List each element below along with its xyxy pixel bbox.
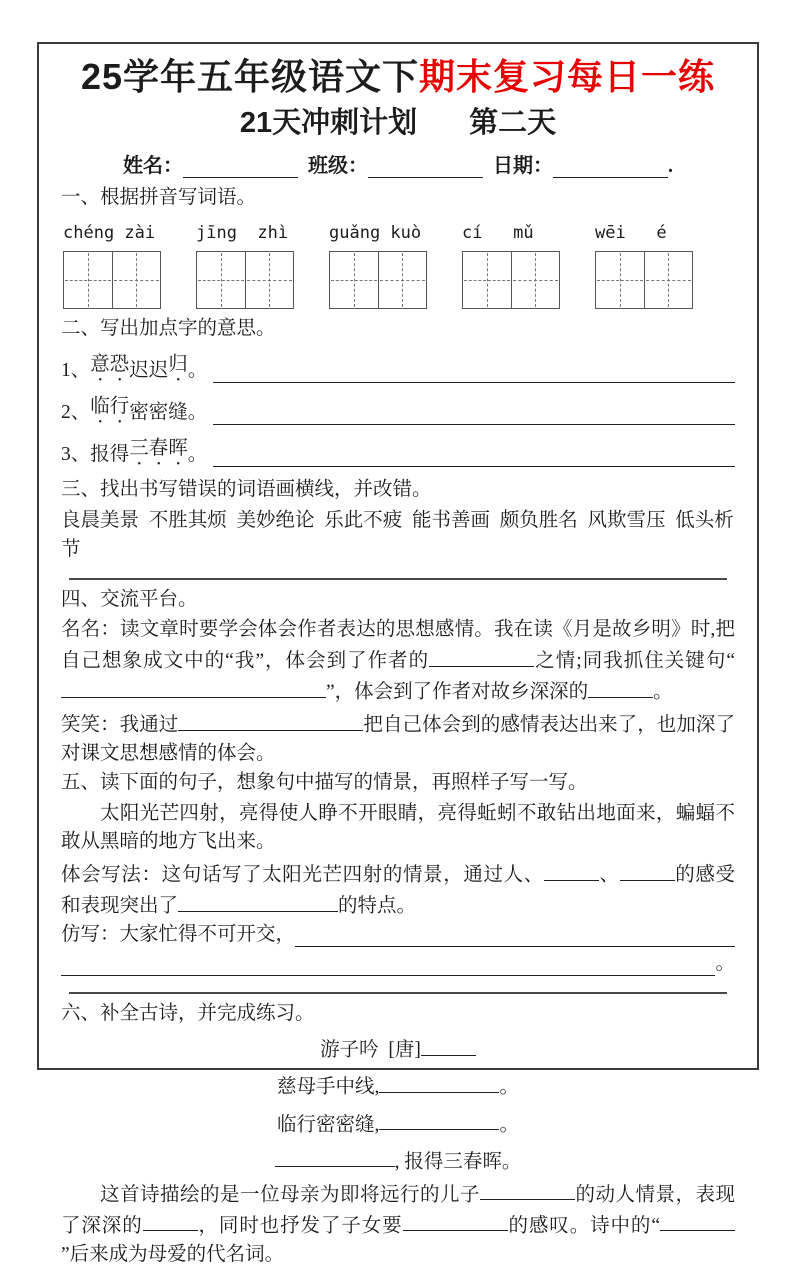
poem-text: 。 [499, 1076, 519, 1098]
poem-text: 慈母手中线, [277, 1076, 380, 1098]
pinyin-label: wēi é [595, 223, 667, 244]
answer-blank [178, 709, 363, 730]
line-period: 。 [715, 952, 735, 974]
title-black-part: 25学年五年级语文下 [80, 56, 420, 97]
tianzige-grid [329, 251, 427, 309]
imitation-continuation [61, 950, 735, 979]
section-1-heading: 一、根据拼音写词语。 [61, 187, 257, 209]
dialogue-text: 之情;同我抓住关键句“ [534, 650, 735, 672]
date-blank [553, 156, 668, 178]
worksheet-frame [37, 42, 759, 1266]
grid-cell [245, 252, 294, 308]
poem-block [61, 1034, 735, 1177]
tianzige-grid [196, 251, 294, 309]
dialogue-xiaoxiao [61, 709, 735, 769]
answer-blank [379, 1071, 499, 1092]
page-subtitle [61, 105, 735, 143]
date-field [493, 149, 673, 178]
dotted-term: 三春晖 [129, 437, 188, 459]
item-number: 2、 [61, 402, 91, 424]
pinyin-label: guǎng kuò [329, 223, 422, 244]
analysis-text: ”后来成为母爱的代名词。 [61, 1244, 285, 1266]
pinyin-label: jīng zhì [196, 223, 289, 244]
pinyin-word-group [462, 219, 562, 309]
analysis-text: 的特点。 [338, 895, 417, 917]
section-3 [61, 476, 735, 565]
dotted-term: 归 [168, 353, 188, 375]
section-1 [61, 184, 735, 309]
dialogue-text: 名名：读文章时要学会体会作者表达的思想感情。我在读《月是故乡明》时,把自己想象成文中的“我”，体会到了作者的 [61, 619, 735, 672]
answer-blank [429, 645, 534, 666]
dotted-word-item [61, 393, 735, 428]
title-red-part: 期末复习每日一练 [419, 56, 716, 97]
answer-blank [61, 954, 715, 975]
section-3-heading: 三、找出书写错误的词语画横线，并改错。 [61, 478, 432, 500]
answer-blank [178, 890, 338, 911]
analysis-text: 的感叹。诗中的“ [507, 1215, 660, 1237]
grid-cell [378, 252, 427, 308]
grid-cell [330, 252, 378, 308]
section-divider [69, 578, 727, 580]
analysis-text: 体会写法：这句话写了太阳光芒四射的情景，通过人、 [61, 864, 544, 886]
poem-dynasty: [唐] [388, 1039, 421, 1061]
poem-text: 。 [499, 1114, 519, 1135]
pinyin-label: chéng zài [63, 223, 156, 244]
dotted-word-item [61, 435, 735, 470]
poem-line [61, 1146, 735, 1177]
analysis-text: ，同时也抒发了子女要 [197, 1215, 403, 1237]
tianzige-grid [63, 251, 161, 309]
date-label: 日期： [493, 155, 553, 178]
section-4 [61, 586, 735, 769]
imitation-label: 仿写：大家忙得不可开交， [61, 924, 296, 946]
answer-blank [588, 676, 653, 697]
poem-title-line [61, 1034, 735, 1065]
subtitle-plan: 21天冲刺计划 [239, 106, 418, 139]
dialogue-text: 笑笑：我通过 [61, 714, 179, 736]
grid-cell [463, 252, 511, 308]
grid-cell [596, 252, 644, 308]
class-label: 班级： [308, 155, 368, 178]
example-sentence: 太阳光芒四射，亮得使人睁不开眼睛，亮得蚯蚓不敢钻出地面来，蝙蝠不敢从黑暗的地方飞出来。 [61, 802, 735, 853]
poem-text: , 报得三春晖。 [394, 1151, 522, 1173]
pinyin-word-group [595, 219, 695, 309]
section-2 [61, 315, 735, 470]
pinyin-word-group [196, 219, 296, 309]
section-divider [69, 992, 727, 994]
poem-title: 游子吟 [320, 1039, 379, 1061]
dialogue-text: 把自己体会到的感情表达出来了，也加深了对课文思想感情的体会。 [61, 714, 735, 765]
answer-blank [620, 859, 675, 880]
dialogue-text: 。 [653, 681, 673, 703]
dotted-term: 临行 [90, 395, 130, 417]
answer-blank [544, 859, 599, 880]
grid-cell [197, 252, 245, 308]
name-label: 姓名： [123, 155, 183, 178]
subtitle-day: 第二天 [469, 106, 557, 139]
poem-text: 临行密密缝, [277, 1114, 380, 1135]
answer-blank [213, 361, 735, 382]
section-5-heading: 五、读下面的句子，想象句中描写的情景，再照样子写一写。 [61, 772, 588, 794]
imitation-line [61, 921, 735, 950]
tianzige-grid [462, 251, 560, 309]
item-period: 。 [187, 402, 208, 424]
item-period: 。 [187, 360, 208, 382]
answer-blank [660, 1210, 735, 1231]
grid-cell [644, 252, 693, 308]
plain-term: 密密缝 [129, 402, 188, 424]
pinyin-grid-row [61, 213, 735, 309]
section-4-heading: 四、交流平台。 [61, 588, 198, 610]
dotted-term: 意恐 [90, 353, 130, 375]
answer-blank [295, 926, 735, 947]
answer-blank [61, 676, 326, 697]
section-6 [61, 1000, 735, 1270]
pinyin-word-group [63, 219, 163, 309]
answer-blank [213, 403, 735, 424]
trailing-period: . [668, 155, 673, 178]
dotted-word-item [61, 351, 735, 386]
answer-blank [143, 1210, 198, 1231]
analysis-text: 的动人情景，表现了深深的 [61, 1184, 735, 1237]
section-2-heading: 二、写出加点字的意思。 [61, 318, 276, 340]
plain-term: 迟迟 [129, 360, 169, 382]
pinyin-word-group [329, 219, 429, 309]
answer-blank [275, 1146, 395, 1167]
author-blank [421, 1034, 476, 1055]
name-field [123, 149, 298, 178]
name-blank [183, 156, 298, 178]
section-6-heading: 六、补全古诗，并完成练习。 [61, 1002, 315, 1024]
answer-blank [379, 1109, 499, 1130]
poem-analysis [61, 1179, 735, 1270]
student-info-row [61, 149, 735, 178]
word-list: 良晨美景 不胜其烦 美妙绝论 乐此不疲 能书善画 颇负胜名 风欺雪压 低头析节 [61, 510, 734, 561]
analysis-text: 的感受和表现突出了 [61, 864, 735, 917]
analysis-text: 、 [598, 864, 620, 886]
section-5 [61, 769, 735, 979]
grid-cell [64, 252, 112, 308]
class-field [308, 149, 483, 178]
page-title [61, 54, 735, 101]
tianzige-grid [595, 251, 693, 309]
item-period: 。 [187, 444, 208, 466]
class-blank [368, 156, 483, 178]
poem-line [61, 1109, 735, 1140]
grid-cell [511, 252, 560, 308]
pinyin-label: cí mǔ [462, 223, 534, 244]
dialogue-mingming [61, 616, 735, 707]
answer-blank [403, 1210, 508, 1231]
poem-line [61, 1071, 735, 1102]
answer-blank [480, 1179, 575, 1200]
grid-cell [112, 252, 161, 308]
method-analysis [61, 859, 735, 921]
plain-term: 报得 [90, 444, 130, 466]
dialogue-text: ”，体会到了作者对故乡深深的 [326, 681, 589, 703]
item-number: 1、 [61, 360, 91, 382]
answer-blank [213, 445, 735, 466]
item-number: 3、 [61, 444, 91, 466]
analysis-text: 这首诗描绘的是一位母亲为即将远行的儿子 [100, 1184, 480, 1206]
